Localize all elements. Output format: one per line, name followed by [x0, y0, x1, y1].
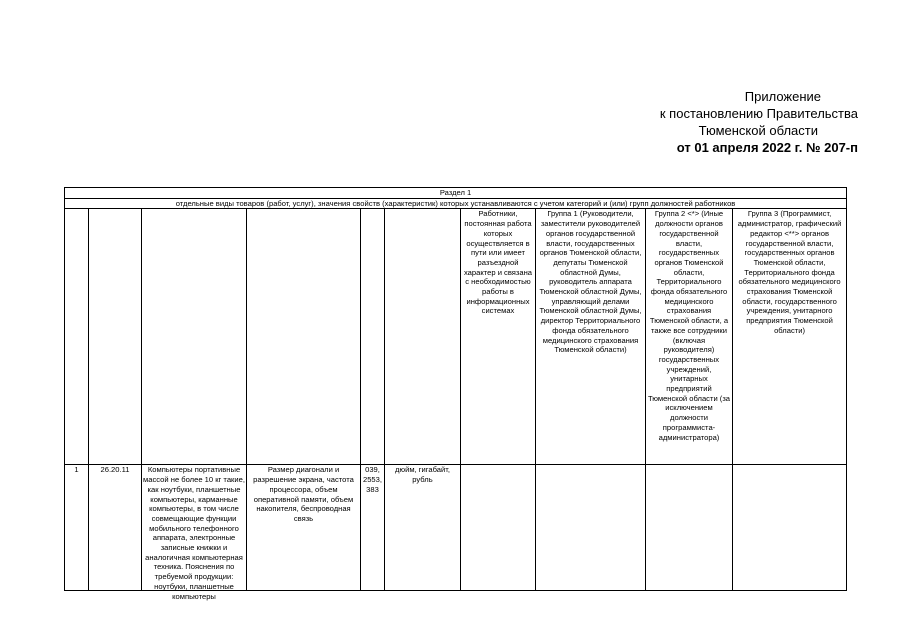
header-group-2: Группа 2 <*> (Иные должности органов государственной власти, государственных органов Тюменской области, Территориального фонда обязательного медицинского страхования Тюменской области, а также все сотрудники (включая руководителя) государственных учреждений, унитарных предприятий Тюменской области (за исключением должности программиста-администратора): [646, 209, 733, 465]
header-cell-empty: [247, 209, 361, 465]
header-cell-empty: [65, 209, 89, 465]
row-cell-empty: [733, 465, 847, 591]
appendix-reference: к постановлению Правительства: [659, 106, 858, 121]
row-number: 1: [65, 465, 89, 591]
section-title-row: [65, 188, 847, 199]
section-subtitle-row: [65, 198, 847, 209]
row-name-text: Компьютеры портативные массой не более 10 кг такие, как ноутбуки, планшетные компьютеры, карманные компьютеры, в том числе совмещающие функции мобильного телефонного аппарата, электронные записные книжки и аналогичная компьютерная техника. Пояснения по требуемой продукции: ноутбуки, планшетные компьютеры: [143, 465, 245, 601]
row-name: [142, 465, 247, 601]
appendix-header: [538, 88, 858, 156]
header-group-1: Группа 1 (Руководители, заместители руководителей органов государственной власти, государственных органов Тюменской области, депутаты Тюменской областной Думы, руководитель аппарата Тюменской областной Думы, управляющий делами Тюменской областной Думы, директор Территориального фонда обязательного медицинского страхования Тюменской области): [536, 209, 646, 465]
header-cell-empty: [142, 209, 247, 465]
section-title: Раздел 1: [65, 188, 847, 199]
row-cell-empty: [461, 465, 536, 591]
header-row: [65, 209, 847, 465]
goods-requirements-table: [64, 187, 847, 601]
header-cell-empty: [385, 209, 461, 465]
header-workers: Работники, постоянная работа которых осуществляется в пути или имеет разъездной характер и связана с необходимостью работы в информационных системах: [461, 209, 536, 465]
appendix-region: Тюменской области: [698, 123, 818, 138]
header-cell-empty: [89, 209, 142, 465]
row-property: Размер диагонали и разрешение экрана, частота процессора, объем оперативной памяти, объем накопителя, беспроводная связь: [247, 465, 361, 591]
row-cell-empty: [536, 465, 646, 591]
header-cell-empty: [361, 209, 385, 465]
row-unit: дюйм, гигабайт, рубль: [385, 465, 461, 591]
table-row: [65, 465, 847, 591]
appendix-title: Приложение: [744, 89, 821, 104]
section-subtitle: отдельные виды товаров (работ, услуг), значения свойств (характеристик) которых устанавливаются с учетом категорий и (или) групп должностей работников: [65, 198, 847, 209]
appendix-date-number: от 01 апреля 2022 г. № 207-п: [676, 140, 858, 155]
row-cell-empty: [646, 465, 733, 591]
header-group-3: Группа 3 (Программист, администратор, графический редактор <**> органов государственной власти, государственных органов Тюменской области, Территориального фонда обязательного медицинского страхования Тюменской области, государственного учреждения, унитарного предприятия Тюменской области): [733, 209, 847, 465]
row-okei-code: 039, 2553, 383: [361, 465, 385, 591]
row-code: 26.20.11: [89, 465, 142, 591]
